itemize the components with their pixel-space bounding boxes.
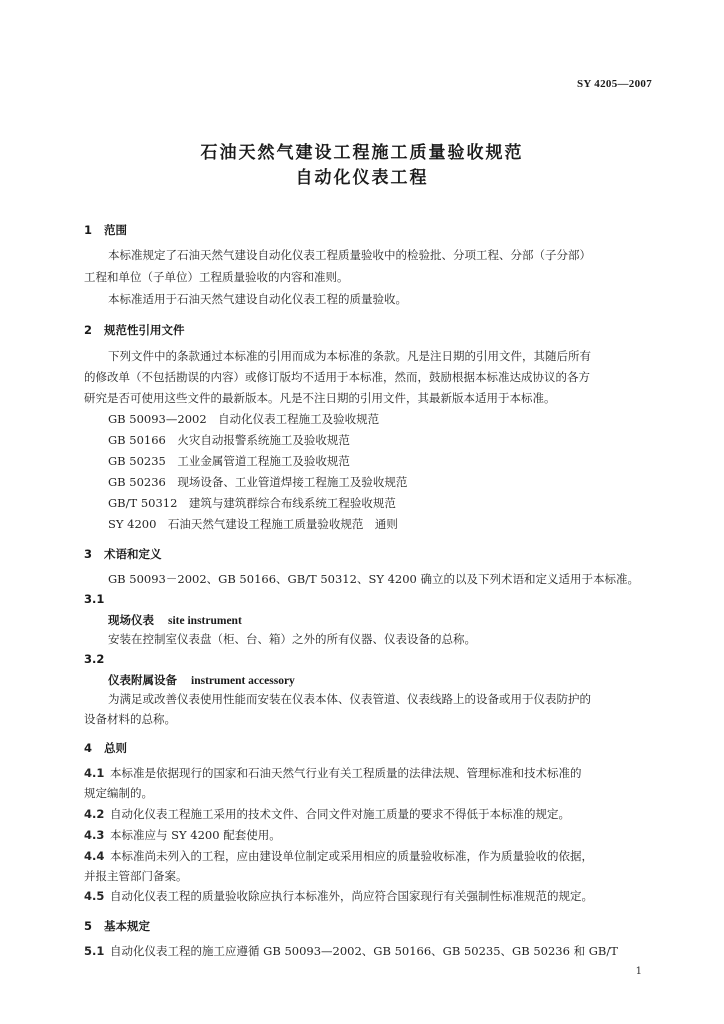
paragraph-line: 工程和单位（子单位）工程质量验收的内容和准则。	[84, 270, 349, 284]
reference-item: GB 50166 火灾自动报警系统施工及验收规范	[108, 433, 350, 447]
clause-number: 4.4	[84, 849, 105, 863]
reference-item: GB 50236 现场设备、工业管道焊接工程施工及验收规范	[108, 475, 408, 489]
section-3-heading	[84, 546, 162, 562]
clause-text: 自动化仪表工程的施工应遵循 GB 50093—2002、GB 50166、GB 50235、GB 50236 和 GB/T	[110, 944, 618, 958]
clause-number: 4.5	[84, 889, 105, 903]
section-title: 基本规定	[104, 919, 150, 933]
definition-line: 设备材料的总称。	[84, 712, 176, 726]
term-cn: 仪表附属设备	[108, 673, 177, 687]
clause-line	[84, 766, 582, 780]
clause-number: 4.2	[84, 807, 105, 821]
paragraph-line: 本标准适用于石油天然气建设自动化仪表工程的质量验收。	[108, 292, 407, 306]
section-number: 4	[84, 741, 93, 755]
clause-line	[84, 828, 281, 842]
term-en: site instrument	[168, 615, 242, 627]
clause-line: 规定编制的。	[84, 786, 153, 800]
term-heading	[108, 612, 242, 628]
section-number: 3	[84, 547, 93, 561]
reference-item: SY 4200 石油天然气建设工程施工质量验收规范 通则	[108, 517, 398, 531]
term-cn: 现场仪表	[108, 613, 154, 627]
clause-number: 5.1	[84, 944, 105, 958]
document-subtitle: 自动化仪表工程	[295, 168, 429, 188]
section-title: 规范性引用文件	[104, 323, 185, 337]
page-number: 1	[635, 966, 642, 977]
paragraph-line: 本标准规定了石油天然气建设自动化仪表工程质量验收中的检验批、分项工程、分部（子分部）	[108, 248, 591, 262]
term-heading	[108, 672, 295, 688]
clause-number: 4.3	[84, 828, 105, 842]
clause-number: 3.1	[84, 592, 105, 606]
term-en: instrument accessory	[191, 675, 295, 687]
clause-text: 本标准尚未列入的工程，应由建设单位制定或采用相应的质量验收标准，作为质量验收的依据，	[110, 849, 593, 863]
paragraph-line: 下列文件中的条款通过本标准的引用而成为本标准的条款。凡是注日期的引用文件，其随后所有	[108, 349, 591, 363]
clause-text: 本标准是依据现行的国家和石油天然气行业有关工程质量的法律法规、管理标准和技术标准的	[110, 766, 582, 780]
standard-code: SY 4205—2007	[576, 78, 652, 90]
clause-line	[84, 889, 593, 903]
section-4-heading	[84, 740, 127, 756]
clause-text: 自动化仪表工程的质量验收除应执行本标准外，尚应符合国家现行有关强制性标准规范的规定。	[110, 889, 593, 903]
clause-number: 3.2	[84, 652, 105, 666]
clause-line	[84, 944, 618, 958]
reference-item: GB 50093—2002 自动化仪表工程施工及验收规范	[108, 412, 380, 426]
section-title: 术语和定义	[104, 547, 162, 561]
reference-item: GB/T 50312 建筑与建筑群综合布线系统工程验收规范	[108, 496, 396, 510]
definition-line: 安装在控制室仪表盘（柜、台、箱）之外的所有仪器、仪表设备的总称。	[108, 632, 476, 646]
clause-line	[84, 849, 593, 863]
section-title: 总则	[104, 741, 127, 755]
section-number: 5	[84, 919, 93, 933]
section-1-heading	[84, 222, 127, 238]
section-number: 1	[84, 223, 93, 237]
section-5-heading	[84, 918, 150, 934]
section-2-heading	[84, 322, 185, 338]
clause-text: 自动化仪表工程施工采用的技术文件、合同文件对施工质量的要求不得低于本标准的规定。	[110, 807, 570, 821]
paragraph-line: GB 50093－2002、GB 50166、GB/T 50312、SY 4200 确立的以及下列术语和定义适用于本标准。	[108, 572, 639, 586]
clause-number: 4.1	[84, 766, 105, 780]
section-title: 范围	[104, 223, 127, 237]
section-number: 2	[84, 323, 93, 337]
clause-line: 并报主管部门备案。	[84, 869, 188, 883]
paragraph-line: 的修改单（不包括勘误的内容）或修订版均不适用于本标准，然而，鼓励根据本标准达成协议的各方	[84, 370, 590, 384]
clause-text: 本标准应与 SY 4200 配套使用。	[110, 828, 281, 842]
reference-item: GB 50235 工业金属管道工程施工及验收规范	[108, 454, 350, 468]
definition-line: 为满足或改善仪表使用性能而安装在仪表本体、仪表管道、仪表线路上的设备或用于仪表防护的	[108, 692, 591, 706]
document-title: 石油天然气建设工程施工质量验收规范	[200, 143, 524, 163]
paragraph-line: 研究是否可使用这些文件的最新版本。凡是不注日期的引用文件，其最新版本适用于本标准。	[84, 391, 556, 405]
clause-line	[84, 807, 570, 821]
